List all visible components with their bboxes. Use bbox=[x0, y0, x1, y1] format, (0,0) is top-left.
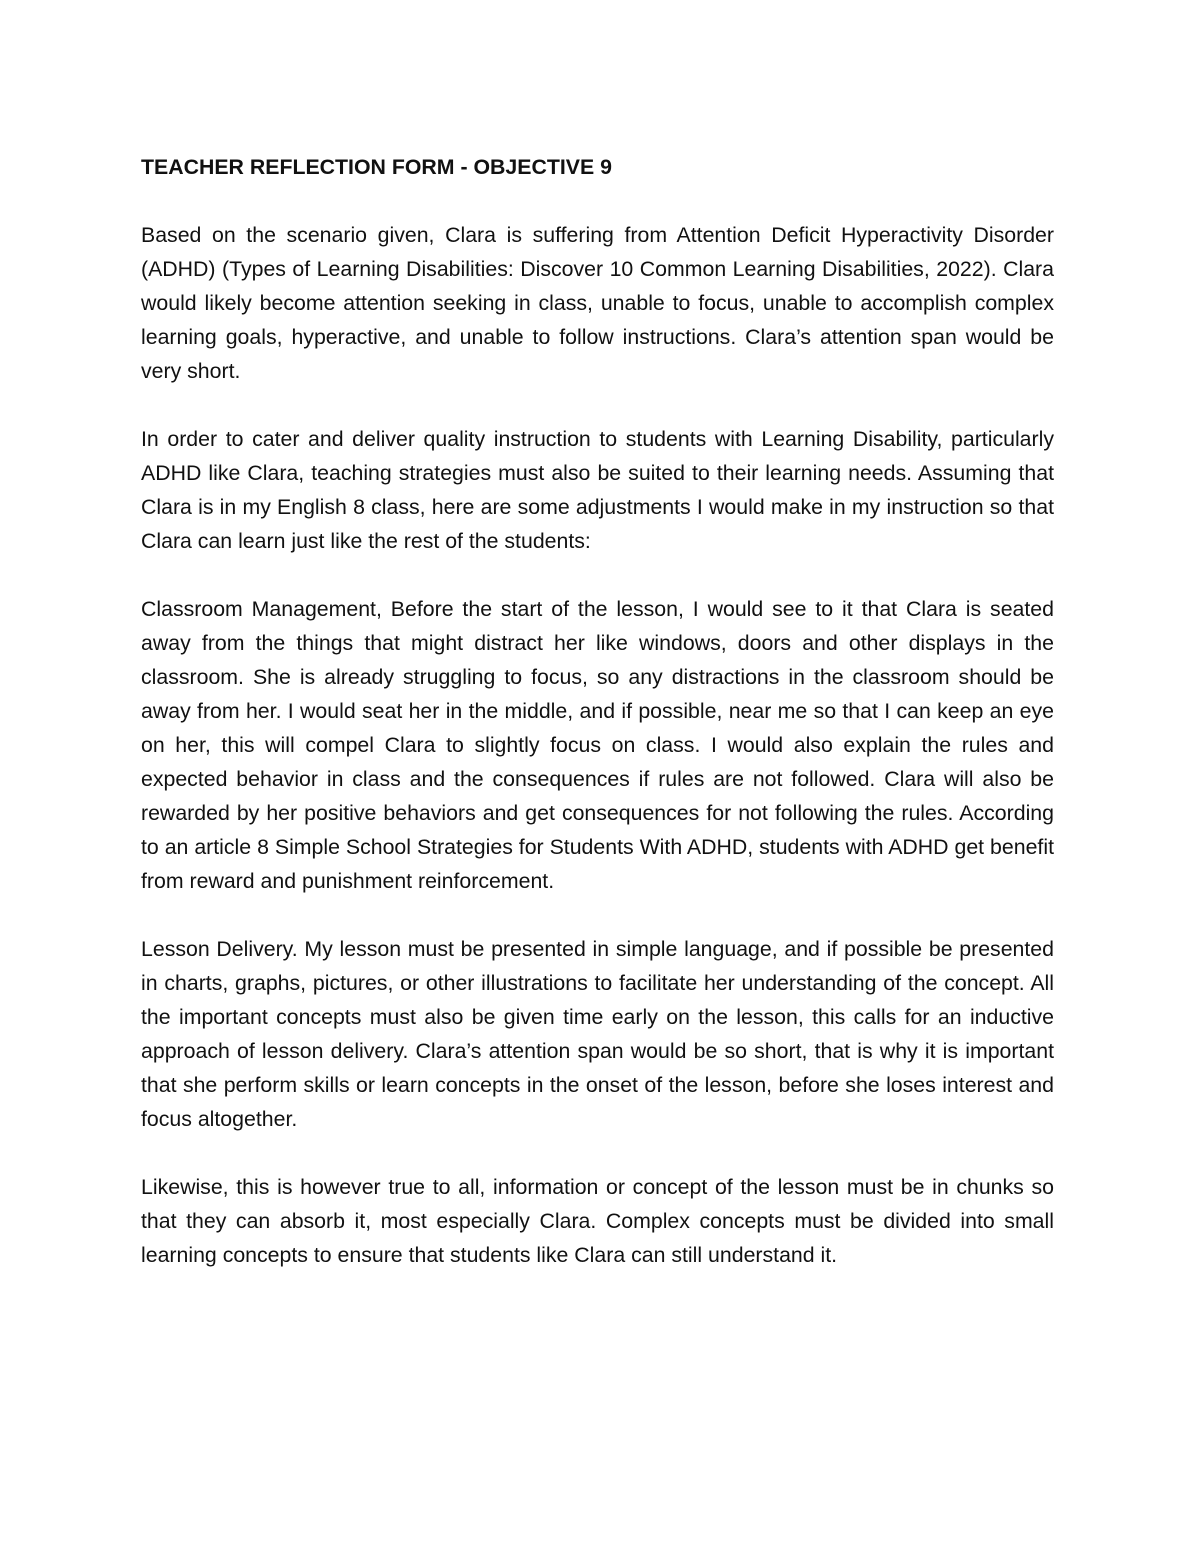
paragraph-teaching-strategies: In order to cater and deliver quality instruction to students with Learning Disability, particularly ADHD like Clara, teaching strategies must also be suited to their learning needs. Assuming that Clara is in my English 8 class, here are some adjustments I would make in my instruction so that Clara can learn just like the rest of the students: bbox=[141, 427, 1054, 553]
paragraph-adhd-diagnosis: Based on the scenario given, Clara is suffering from Attention Deficit Hyperactivity Disorder (ADHD) (Types of Learning Disabilities: Discover 10 Common Learning Disabilities, 2022). Clara would likely become attention seeking in class, unable to focus, unable to accomplish complex learning goals, hyperactive, and unable to follow instructions. Clara’s attention span would be very short. bbox=[141, 223, 1054, 383]
paragraph-classroom-management: Classroom Management, Before the start of the lesson, I would see to it that Clara is seated away from the things that might distract her like windows, doors and other displays in the classroom. She is already struggling to focus, so any distractions in the classroom should be away from her. I would seat her in the middle, and if possible, near me so that I can keep an eye on her, this will compel Clara to slightly focus on class. I would also explain the rules and expected behavior in class and the consequences if rules are not followed. Clara will also be rewarded by her positive behaviors and get consequences for not following the rules. According to an article 8 Simple School Strategies for Students With ADHD, students with ADHD get benefit from reward and punishment reinforcement. bbox=[141, 597, 1054, 893]
document-body bbox=[141, 150, 1054, 1306]
paragraph-chunking: Likewise, this is however true to all, information or concept of the lesson must be in chunks so that they can absorb it, most especially Clara. Complex concepts must be divided into small learning concepts to ensure that students like Clara can still understand it. bbox=[141, 1175, 1054, 1267]
paragraph-lesson-delivery: Lesson Delivery. My lesson must be presented in simple language, and if possible be presented in charts, graphs, pictures, or other illustrations to facilitate her understanding of the concept. All the important concepts must also be given time early on the lesson, this calls for an inductive approach of lesson delivery. Clara’s attention span would be so short, that is why it is important that she perform skills or learn concepts in the onset of the lesson, before she loses interest and focus altogether. bbox=[141, 937, 1054, 1131]
document-title: TEACHER REFLECTION FORM - OBJECTIVE 9 bbox=[141, 155, 612, 179]
